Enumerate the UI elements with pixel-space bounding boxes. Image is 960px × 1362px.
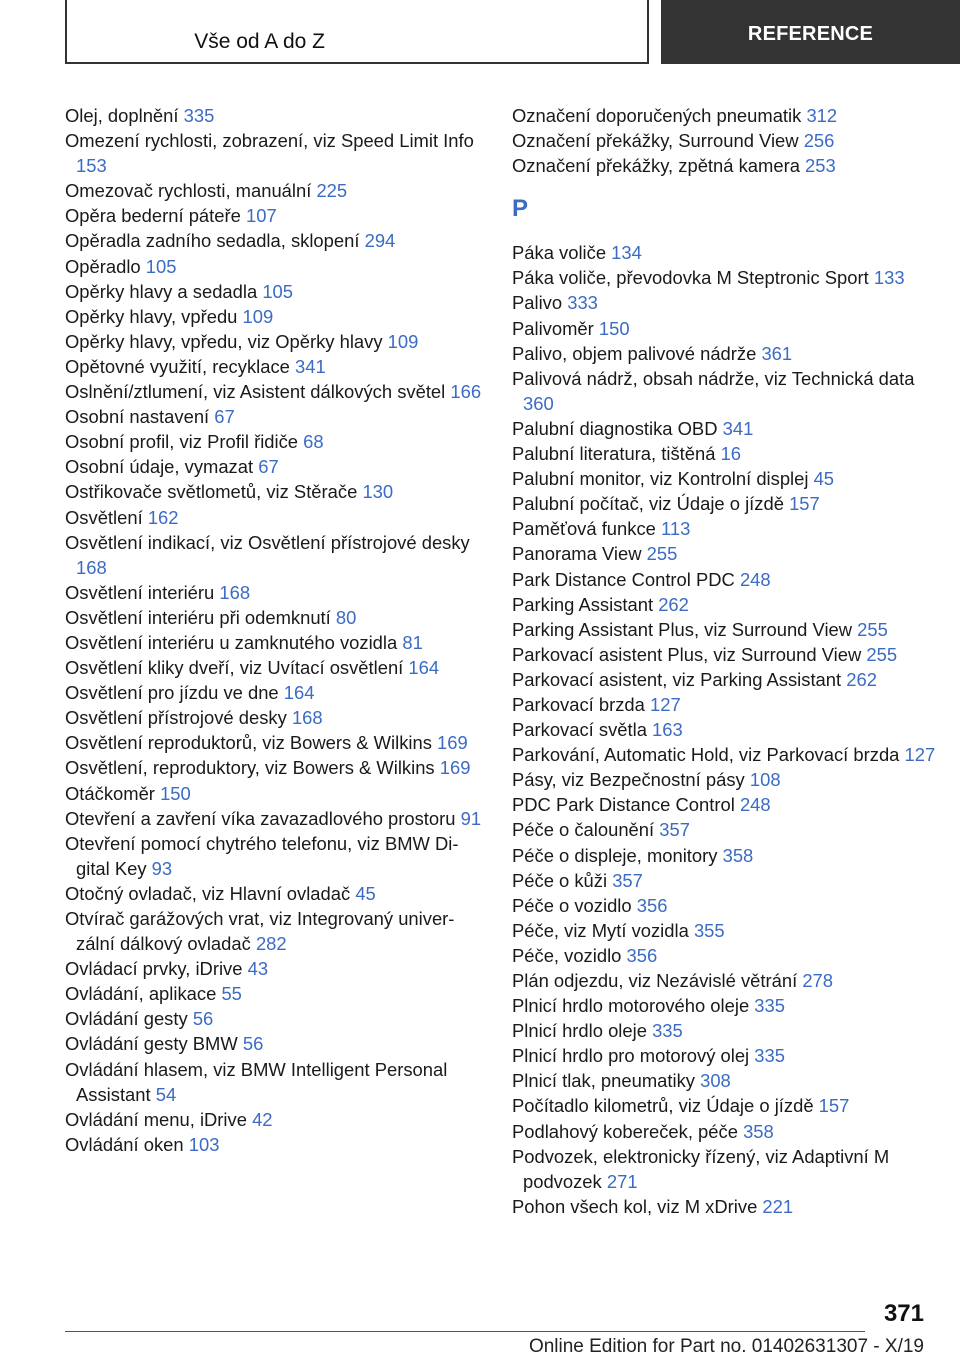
index-entry-text: Osvětlení interiéru u zamknutého vozidla (65, 631, 398, 653)
index-entry-page-link[interactable]: 361 (761, 342, 793, 364)
index-entry-page-link[interactable]: 109 (387, 330, 419, 352)
index-entry-text: Opěrky hlavy, vpředu, viz Opěrky hlavy (65, 330, 383, 352)
index-entry-text: Plnicí hrdlo motorového oleje (512, 995, 750, 1017)
index-entry-page-link[interactable]: 153 (76, 155, 107, 177)
index-entry (512, 843, 942, 868)
index-entry-page-link[interactable]: 103 (188, 1133, 220, 1155)
index-entry-text: Opětovné využití, recyklace (65, 355, 290, 377)
index-entry (65, 1132, 485, 1157)
index-entry (65, 1057, 485, 1107)
index-entry (65, 705, 485, 730)
index-entry (512, 441, 942, 466)
index-entry-page-link[interactable]: 248 (739, 794, 771, 816)
index-entry-page-link[interactable]: 335 (754, 1045, 785, 1067)
index-entry-page-link[interactable]: 333 (567, 292, 598, 314)
index-entry-text: Parkovací brzda (512, 693, 645, 715)
index-entry-text: Palubní literatura, tištěná (512, 443, 716, 465)
index-entry-text: Péče, vozidlo (512, 944, 622, 966)
index-entry-text: Palubní diagnostika OBD (512, 417, 718, 439)
index-entry-page-link[interactable]: 67 (258, 456, 279, 478)
page-number: 371 (883, 1300, 924, 1327)
index-entry (65, 279, 485, 304)
index-entry-text: Palivo (512, 292, 563, 314)
index-entry-text: Plnicí tlak, pneumatiky (512, 1070, 695, 1092)
index-entry-page-link[interactable]: 335 (754, 995, 785, 1017)
reference-tab[interactable] (661, 0, 960, 64)
index-entry-text: Péče o displeje, monitory (512, 844, 718, 866)
index-entry-page-link[interactable]: 81 (402, 631, 423, 653)
index-entry-text: Omezovač rychlosti, manuální (65, 180, 312, 202)
index-entry-text: Osobní údaje, vymazat (65, 456, 254, 478)
index-entry-text: Ovládání menu, iDrive (65, 1108, 247, 1130)
index-entry-page-link[interactable]: 282 (255, 933, 287, 955)
index-entry-page-link[interactable]: 43 (247, 958, 269, 980)
index-entry-text: Podvozek, elektronicky řízený, viz Adaptivní M podvozek (512, 1145, 890, 1192)
index-entry-page-link[interactable]: 164 (283, 682, 315, 704)
index-entry (65, 103, 485, 128)
index-entry-page-link[interactable]: 166 (450, 381, 482, 403)
index-entry (65, 429, 485, 454)
index-entry (65, 831, 485, 881)
index-entry (65, 329, 485, 354)
index-entry (512, 817, 942, 842)
index-entry-text: Osvětlení (65, 506, 143, 528)
index-entry-page-link[interactable]: 356 (636, 894, 668, 916)
index-entry-page-link[interactable]: 168 (291, 707, 323, 729)
index-entry-page-link[interactable]: 16 (720, 443, 742, 465)
index-entry-page-link[interactable]: 157 (818, 1095, 850, 1117)
index-entry-text: Osvětlení reproduktorů, viz Bowers & Wilkins (65, 732, 432, 754)
index-entry (512, 617, 942, 642)
index-entry (512, 491, 942, 516)
index-entry (512, 1018, 942, 1043)
index-entry (65, 178, 485, 203)
index-entry (512, 1144, 942, 1194)
index-group-p (512, 240, 942, 1219)
index-entry (512, 366, 942, 416)
index-entry-text: Osvětlení interiéru (65, 581, 215, 603)
index-entry-text: Omezení rychlosti, zobrazení, viz Speed Limit Info (65, 130, 474, 152)
index-entry-page-link[interactable]: 157 (789, 493, 820, 515)
index-entry (65, 781, 485, 806)
index-entry (512, 918, 942, 943)
index-entry (512, 717, 942, 742)
index-entry-page-link[interactable]: 341 (295, 355, 326, 377)
index-entry-text: Opěradlo (65, 255, 141, 277)
index-entry-page-link[interactable]: 127 (904, 744, 936, 766)
index-entry-text: Páka voliče, převodovka M Steptronic Sport (512, 267, 869, 289)
index-entry (512, 416, 942, 441)
index-entry-text: Ovládání, aplikace (65, 983, 217, 1005)
reference-label: REFERENCE (747, 22, 874, 45)
index-entry-page-link[interactable]: 42 (252, 1108, 273, 1130)
index-entry-page-link[interactable]: 168 (219, 581, 251, 603)
index-entry-text: Opěra bederní páteře (65, 205, 241, 227)
index-entry (512, 767, 942, 792)
index-entry-text: Ostřikovače světlometů, viz Stěrače (65, 481, 358, 503)
index-entry (65, 479, 485, 504)
index-column-right (512, 103, 942, 1219)
index-entry-page-link[interactable]: 45 (813, 468, 835, 490)
index-entry-page-link[interactable]: 225 (316, 180, 348, 202)
index-entry (65, 254, 485, 279)
index-entry-text: Paměťová funkce (512, 518, 656, 540)
index-entry-text: Opěrky hlavy, vpředu (65, 305, 238, 327)
index-entry-page-link[interactable]: 308 (700, 1070, 731, 1092)
index-entry-page-link[interactable]: 168 (76, 556, 107, 578)
index-entry-text: Péče o vozidlo (512, 894, 632, 916)
index-entry (512, 466, 942, 491)
index-entry-page-link[interactable]: 91 (460, 807, 482, 829)
index-group-o-continued (512, 103, 942, 178)
index-entry (65, 505, 485, 530)
index-entry-page-link[interactable]: 105 (262, 280, 293, 302)
index-entry (512, 1068, 942, 1093)
index-entry-text: Osvětlení indikací, viz Osvětlení přístrojové desky (65, 531, 470, 553)
index-entry-text: Palivo, objem palivové nádrže (512, 342, 757, 364)
index-entry (65, 454, 485, 479)
index-entry (512, 1119, 942, 1144)
index-entry-text: Ovládací prvky, iDrive (65, 958, 243, 980)
index-entry-page-link[interactable]: 68 (303, 431, 324, 453)
index-entry-page-link[interactable]: 56 (242, 1033, 264, 1055)
index-entry (65, 630, 485, 655)
index-entry-page-link[interactable]: 54 (155, 1083, 177, 1105)
index-entry-text: Osvětlení interiéru při odemknutí (65, 606, 331, 628)
index-entry-text: Opěrky hlavy a sedadla (65, 280, 258, 302)
index-entry-page-link[interactable]: 164 (408, 657, 440, 679)
index-entry-text: Ovládání oken (65, 1133, 184, 1155)
index-entry-page-link[interactable]: 357 (659, 819, 690, 841)
index-entry-page-link[interactable]: 133 (873, 267, 905, 289)
index-entry-text: Označení překážky, zpětná kamera (512, 155, 800, 177)
index-entry-text: Ovládání gesty (65, 1008, 188, 1030)
index-entry-page-link[interactable]: 134 (611, 242, 642, 264)
index-entry (512, 516, 942, 541)
index-entry (512, 290, 942, 315)
index-entry-page-link[interactable]: 150 (160, 782, 191, 804)
index-entry-text: Otočný ovladač, viz Hlavní ovladač (65, 882, 351, 904)
index-entry-text: Opěradla zadního sedadla, sklopení (65, 230, 360, 252)
index-entry-page-link[interactable]: 357 (612, 869, 643, 891)
index-entry (512, 316, 942, 341)
index-entry-text: Plán odjezdu, viz Nezávislé větrání (512, 970, 798, 991)
index-entry (65, 580, 485, 605)
index-entry-text: Pohon všech kol, viz M xDrive (512, 1195, 758, 1217)
header-tab (65, 0, 649, 64)
index-entry-page-link[interactable]: 356 (626, 944, 658, 966)
index-entry (512, 868, 942, 893)
index-entry (65, 956, 485, 981)
index-entry (512, 341, 942, 366)
index-entry-page-link[interactable]: 278 (802, 970, 834, 991)
index-entry-page-link[interactable]: 255 (646, 543, 678, 565)
index-entry-page-link[interactable]: 127 (650, 693, 681, 715)
index-entry (65, 404, 485, 429)
index-entry-text: Parkovací asistent, viz Parking Assistant (512, 668, 842, 690)
index-entry-page-link[interactable]: 93 (151, 857, 173, 879)
index-entry-text: Označení překážky, Surround View (512, 130, 799, 152)
index-entry (512, 993, 942, 1018)
index-entry-text: Osvětlení kliky dveří, viz Uvítací osvětlení (65, 657, 404, 679)
index-entry (65, 1031, 485, 1056)
index-entry-page-link[interactable]: 253 (805, 155, 836, 177)
index-entry-text: Park Distance Control PDC (512, 568, 735, 590)
index-entry-text: Podlahový kobereček, péče (512, 1120, 738, 1142)
index-entry-page-link[interactable]: 312 (806, 105, 838, 126)
index-entry (512, 968, 942, 993)
index-entry-text: Parkovací světla (512, 719, 647, 741)
index-entry-page-link[interactable]: 107 (245, 205, 277, 227)
index-entry-page-link[interactable]: 105 (145, 255, 177, 277)
index-entry (65, 881, 485, 906)
index-entry-page-link[interactable]: 163 (652, 719, 683, 741)
index-entry (65, 128, 485, 178)
index-entry-text: Označení doporučených pneumatik (512, 105, 802, 126)
index-entry-text: Plnicí hrdlo oleje (512, 1020, 647, 1042)
index-entry-page-link[interactable]: 56 (192, 1008, 214, 1030)
index-entry-page-link[interactable]: 248 (739, 568, 771, 590)
index-entry (512, 1043, 942, 1068)
index-entry-page-link[interactable]: 113 (661, 518, 691, 540)
index-entry-page-link[interactable]: 341 (722, 417, 754, 439)
index-entry-page-link[interactable]: 262 (658, 593, 689, 615)
index-entry-page-link[interactable]: 130 (362, 481, 394, 503)
index-entry-page-link[interactable]: 335 (183, 105, 215, 126)
index-entry-page-link[interactable]: 255 (866, 643, 898, 665)
index-entry-page-link[interactable]: 169 (439, 757, 471, 779)
index-entry (65, 530, 485, 580)
index-entry (512, 692, 942, 717)
index-entry-text: Otvírač garážových vrat, viz Integrovaný univerzální dálkový ovladač (65, 908, 455, 955)
index-entry (512, 943, 942, 968)
index-entry (512, 541, 942, 566)
index-entry (512, 742, 942, 767)
index-entry-text: Péče o čalounění (512, 819, 655, 841)
index-entry (512, 667, 942, 692)
index-entry-text: Oslnění/ztlumení, viz Asistent dálkových světel (65, 381, 446, 403)
index-entry-page-link[interactable]: 358 (722, 844, 754, 866)
index-entry-text: Parking Assistant Plus, viz Surround View (512, 618, 853, 640)
index-entry-page-link[interactable]: 80 (335, 606, 357, 628)
index-entry (65, 354, 485, 379)
index-entry (512, 240, 942, 265)
index-entry-text: Otevření pomocí chytrého telefonu, viz BMW Digital Key (65, 832, 459, 879)
index-entry-page-link[interactable]: 221 (762, 1195, 794, 1217)
index-entry (65, 680, 485, 705)
index-entry (512, 792, 942, 817)
index-entry-page-link[interactable]: 355 (693, 919, 725, 941)
footer-edition: Online Edition for Part no. 01402631307 - X/19 (528, 1336, 924, 1357)
index-entry (512, 567, 942, 592)
index-entry-page-link[interactable]: 109 (242, 305, 274, 327)
index-entry-text: Palubní počítač, viz Údaje o jízdě (512, 493, 784, 515)
index-entry (65, 203, 485, 228)
index-entry-page-link[interactable]: 358 (743, 1120, 774, 1142)
index-entry (512, 1194, 942, 1219)
index-column-left (65, 103, 485, 1157)
index-entry-text: Olej, doplnění (65, 105, 179, 126)
index-entry (512, 265, 942, 290)
index-entry (512, 103, 942, 128)
index-entry (65, 981, 485, 1006)
index-entry-page-link[interactable]: 262 (846, 668, 877, 690)
index-entry-page-link[interactable]: 255 (857, 618, 888, 640)
index-entry (65, 379, 485, 404)
index-entry-page-link[interactable]: 335 (652, 1020, 683, 1042)
index-entry-text: Péče, viz Mytí vozidla (512, 919, 689, 941)
section-title: Vše od A do Z (194, 30, 325, 53)
index-entry (65, 906, 485, 956)
index-entry (65, 655, 485, 680)
index-entry (65, 1107, 485, 1132)
index-entry-text: Ovládání hlasem, viz BMW Intelligent Personal Assistant (65, 1058, 448, 1105)
index-entry-page-link[interactable]: 55 (221, 983, 242, 1005)
index-entry-text: Osobní profil, viz Profil řidiče (65, 431, 299, 453)
index-entry (512, 153, 942, 178)
index-entry-text: Parkovací asistent Plus, viz Surround View (512, 643, 862, 665)
index-entry (512, 592, 942, 617)
index-entry-page-link[interactable]: 150 (598, 317, 630, 339)
index-entry-text: Otáčkoměr (65, 782, 155, 804)
footer-divider (65, 1331, 865, 1332)
index-entry-text: Parkování, Automatic Hold, viz Parkovací brzda (512, 744, 900, 766)
index-entry-page-link[interactable]: 162 (147, 506, 179, 528)
index-entry-page-link[interactable]: 271 (606, 1170, 638, 1192)
index-entry-text: Parking Assistant (512, 593, 654, 615)
index-entry-text: Palivová nádrž, obsah nádrže, viz Technická data (512, 367, 915, 389)
index-entry (65, 1006, 485, 1031)
index-entry (65, 304, 485, 329)
index-entry-text: Ovládání gesty BMW (65, 1033, 238, 1055)
index-entry-text: Osobní nastavení (65, 406, 210, 428)
index-entry-text: Páka voliče (512, 242, 607, 264)
index-entry-text: PDC Park Distance Control (512, 794, 735, 816)
index-entry (65, 755, 485, 780)
index-entry-page-link[interactable]: 45 (355, 882, 376, 904)
index-entry (512, 642, 942, 667)
index-entry-text: Panorama View (512, 543, 642, 565)
index-entry-text: Osvětlení přístrojové desky (65, 707, 287, 729)
index-entry (65, 730, 485, 755)
index-entry-text: Počítadlo kilometrů, viz Údaje o jízdě (512, 1095, 814, 1117)
index-entry-text: Palubní monitor, viz Kontrolní displej (512, 468, 809, 490)
section-letter: P (512, 195, 529, 223)
index-entry-page-link[interactable]: 169 (437, 732, 468, 754)
index-entry-page-link[interactable]: 256 (803, 130, 835, 152)
index-entry-text: Pásy, viz Bezpečnostní pásy (512, 769, 745, 791)
index-entry-page-link[interactable]: 294 (364, 230, 396, 252)
index-entry-page-link[interactable]: 360 (523, 392, 554, 414)
index-entry-text: Plnicí hrdlo pro motorový olej (512, 1045, 750, 1067)
index-entry-text: Osvětlení, reproduktory, viz Bowers & Wilkins (65, 757, 435, 779)
index-entry (65, 806, 485, 831)
index-entry (65, 605, 485, 630)
index-entry (512, 893, 942, 918)
index-entry (512, 128, 942, 153)
index-entry (65, 228, 485, 253)
index-entry-page-link[interactable]: 108 (749, 769, 781, 791)
index-entry-text: Palivoměr (512, 317, 594, 339)
index-entry-page-link[interactable]: 67 (214, 406, 235, 428)
index-entry-text: Osvětlení pro jízdu ve dne (65, 682, 279, 704)
index-entry-text: Otevření a zavření víka zavazadlového prostoru (65, 807, 456, 829)
index-entry-text: Péče o kůži (512, 869, 608, 891)
index-entry (512, 1093, 942, 1118)
